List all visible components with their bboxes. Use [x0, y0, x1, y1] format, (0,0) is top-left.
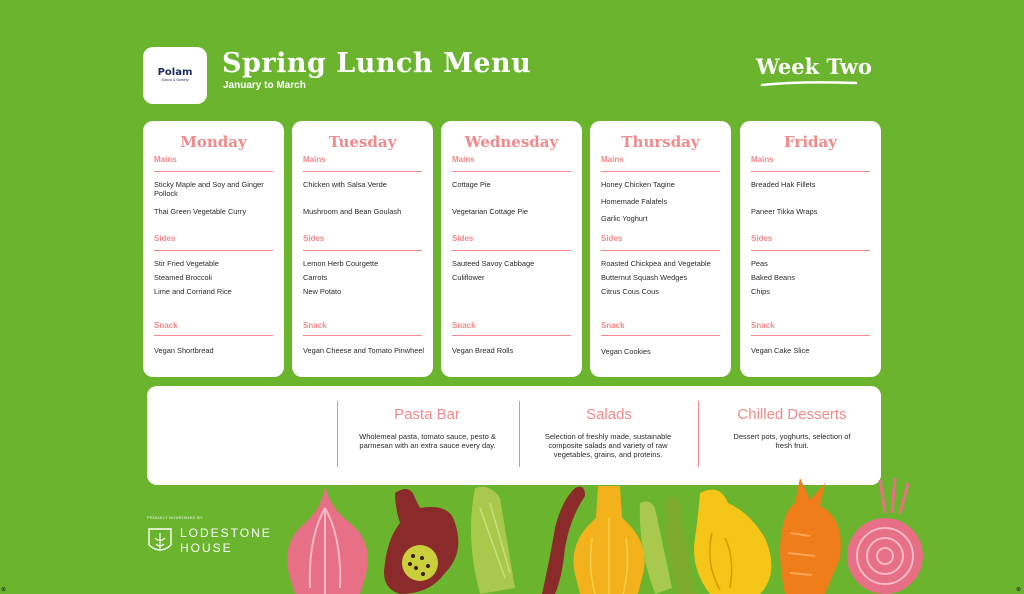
section-rule	[751, 171, 870, 172]
menu-title: Spring Lunch Menu	[222, 48, 532, 79]
menu-item: Homemade Falafels	[601, 197, 668, 206]
day-card-thursday	[590, 121, 731, 377]
menu-item: Peas	[751, 259, 768, 268]
menu-item: Culiflower	[452, 273, 485, 282]
section-rule	[452, 171, 571, 172]
day-card-monday	[143, 121, 284, 377]
red-pepper-icon	[384, 489, 458, 594]
vegetable-illustration	[280, 478, 930, 594]
menu-item: Honey Chicken Tagine	[601, 180, 675, 189]
lodestone-house-logo	[180, 526, 272, 556]
menu-item: Lemon Herb Courgette	[303, 259, 379, 268]
menu-item: Butternut Squash Wedges	[601, 273, 688, 282]
day-card-wednesday	[441, 121, 582, 377]
menu-item: Breaded Hak Fillets	[751, 180, 816, 189]
menu-item: Sauteed Savoy Cabbage	[452, 259, 535, 268]
menu-item: Roasted Chickpea and Vegetable	[601, 259, 711, 268]
courgette-icon	[471, 487, 515, 594]
proudly-nourished-label: PROUDLY NOURISHED BY	[147, 516, 203, 520]
menu-item: Thai Green Vegetable Curry	[154, 207, 247, 216]
section-rule	[452, 335, 571, 336]
menu-item: Mushroom and Bean Goulash	[303, 207, 402, 216]
menu-date-range: January to March	[223, 80, 306, 91]
day-card-friday	[740, 121, 881, 377]
menu-item: Vegan Cheese and Tomato Pinwheel	[303, 346, 425, 355]
menu-item: Paneer Tikka Wraps	[751, 207, 818, 216]
section-rule	[303, 335, 422, 336]
day-name: Wednesday	[464, 133, 559, 151]
menu-item: Vegan Shortbread	[154, 346, 214, 355]
section-rule	[154, 250, 273, 251]
mains-label: Mains	[601, 155, 624, 164]
week-underline	[760, 80, 858, 88]
pasta-bar-title: Pasta Bar	[394, 406, 460, 423]
school-logo-name: Polam	[157, 67, 193, 78]
day-card-tuesday	[292, 121, 433, 377]
menu-item: Garlic Yoghurt	[601, 214, 648, 223]
snack-label: Snack	[303, 321, 327, 330]
brand-line-1: LODESTONE	[180, 526, 272, 540]
extras-panel	[147, 386, 881, 485]
snack-label: Snack	[452, 321, 476, 330]
section-rule	[601, 335, 720, 336]
sides-label: Sides	[452, 234, 474, 243]
section-rule	[452, 250, 571, 251]
section-rule	[154, 335, 273, 336]
sides-label: Sides	[601, 234, 623, 243]
sides-label: Sides	[154, 234, 176, 243]
mains-label: Mains	[751, 155, 774, 164]
yellow-pepper-icon	[694, 490, 771, 594]
section-rule	[751, 250, 870, 251]
school-logo	[143, 47, 207, 104]
mains-label: Mains	[452, 155, 475, 164]
menu-item: Cottage Pie	[452, 180, 491, 189]
menu-item: Baked Beans	[751, 273, 795, 282]
snack-label: Snack	[601, 321, 625, 330]
day-name: Monday	[180, 133, 247, 151]
snack-label: Snack	[154, 321, 178, 330]
crop-mark: ⊕	[1, 587, 7, 593]
menu-item: Sticky Maple and Soy and Ginger Pollock	[154, 180, 264, 198]
salads-title: Salads	[586, 406, 632, 423]
pasta-bar-description: Wholemeal pasta, tomato sauce, pesto & parmesan with an extra sauce every day.	[359, 432, 496, 450]
section-rule	[751, 335, 870, 336]
menu-item: Citrus Cous Cous	[601, 287, 659, 296]
menu-item: Stir Fried Vegetable	[154, 259, 219, 268]
sides-label: Sides	[303, 234, 325, 243]
section-rule	[154, 171, 273, 172]
menu-item: Lime and Corriand Rice	[154, 287, 232, 296]
crop-mark: ⊕	[1016, 587, 1022, 593]
divider	[698, 401, 699, 467]
onion-icon	[287, 486, 368, 594]
sides-label: Sides	[751, 234, 773, 243]
divider	[337, 401, 338, 467]
day-name: Tuesday	[328, 133, 397, 151]
menu-item: Carrots	[303, 273, 328, 282]
beetroot-icon	[847, 478, 923, 594]
chilled-desserts-title: Chilled Desserts	[737, 406, 847, 423]
section-rule	[303, 171, 422, 172]
snack-label: Snack	[751, 321, 775, 330]
mains-label: Mains	[154, 155, 177, 164]
peas-icon	[640, 496, 695, 594]
menu-item: Chicken with Salsa Verde	[303, 180, 387, 189]
day-name: Friday	[784, 133, 837, 151]
divider	[519, 401, 520, 467]
menu-item: Steamed Broccoli	[154, 273, 212, 282]
brand-line-2: HOUSE	[180, 541, 233, 555]
menu-item: Vegan Cookies	[601, 347, 651, 356]
carrot-icon	[780, 478, 841, 594]
menu-item: Vegetarian Cottage Pie	[452, 207, 529, 216]
section-rule	[601, 250, 720, 251]
section-rule	[303, 250, 422, 251]
week-label: Week Two	[756, 54, 872, 79]
lodestone-house-icon	[147, 527, 173, 555]
menu-item: Chips	[751, 287, 770, 296]
squash-icon	[574, 486, 645, 594]
section-rule	[601, 171, 720, 172]
menu-item: Vegan Bread Rolls	[452, 346, 514, 355]
mains-label: Mains	[303, 155, 326, 164]
chilled-desserts-description: Dessert pots, yoghurts, selection of fresh fruit.	[733, 432, 851, 450]
day-cards	[143, 121, 881, 377]
menu-item: Vegan Cake Slice	[751, 346, 810, 355]
day-name: Thursday	[621, 133, 700, 151]
salads-description: Selection of freshly made, sustainable composite salads and variety of raw vegetables, grains, and proteins.	[544, 432, 672, 459]
school-logo-subtitle: School & Nursery	[161, 78, 189, 82]
menu-item: New Potato	[303, 287, 342, 296]
